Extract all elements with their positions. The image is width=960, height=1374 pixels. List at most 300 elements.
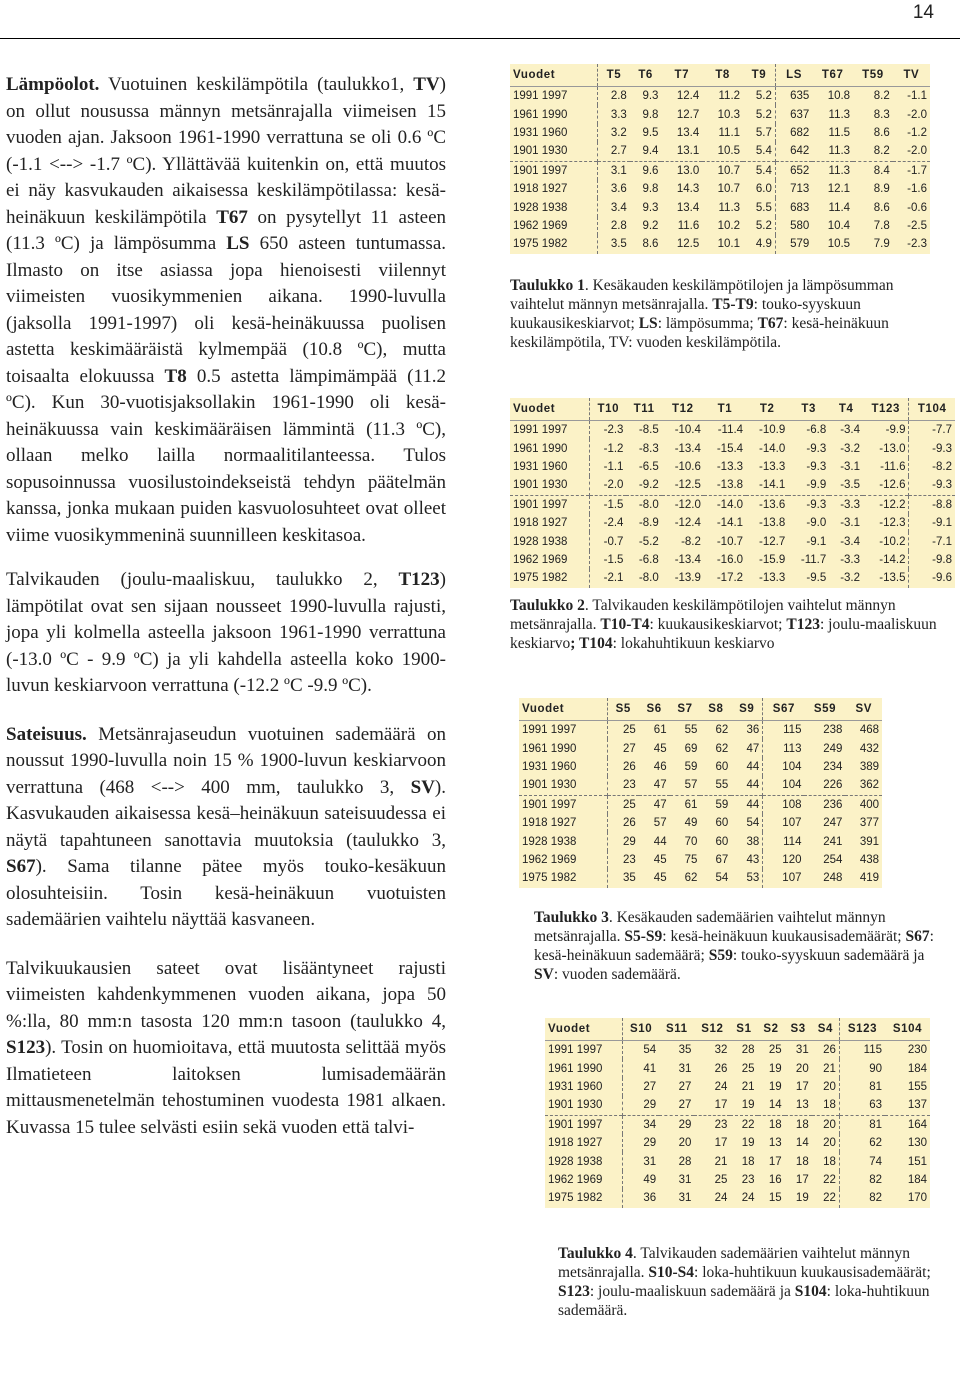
table-cell: -13.4	[674, 442, 701, 455]
table-cell: 108	[763, 795, 805, 814]
table-cell: 3.1	[598, 161, 630, 180]
table-cell: 27	[623, 1078, 660, 1096]
table-cell: 11.4	[828, 201, 851, 214]
table-cell: 9.3	[642, 201, 659, 214]
table-cell: 14.3	[676, 183, 700, 196]
table-cell: 247	[823, 817, 843, 830]
table-cell: -13.8	[759, 517, 786, 530]
table-cell: -3.5	[840, 479, 861, 492]
table-cell: 74	[839, 1152, 885, 1170]
table-cell: -14.1	[759, 479, 786, 492]
table-row	[510, 161, 930, 180]
table-cell: -10.7	[716, 535, 744, 548]
table-cell: 31	[678, 1062, 692, 1075]
table-cell: 57	[653, 817, 667, 830]
table-cell: 13.4	[676, 126, 700, 139]
table-cell: 1918 1927	[548, 1137, 603, 1150]
table-cell: -9.3	[788, 495, 829, 514]
table-cell: 18	[741, 1155, 755, 1168]
table-cell: -14.0	[704, 495, 746, 514]
table-cell: 10.2	[717, 219, 741, 232]
table-cell: -2.0	[907, 108, 927, 121]
table-cell: -10.2	[879, 535, 906, 548]
table-cell: 113	[763, 739, 805, 757]
table-cell: 24	[741, 1192, 755, 1205]
table-cell: -9.6	[909, 569, 955, 587]
table-cell: 1928 1938	[513, 201, 568, 214]
table-cell: 5.2	[755, 90, 772, 103]
table-cell: 21	[823, 1062, 836, 1075]
table-cell: -12.6	[879, 479, 906, 492]
table-cell: -10.9	[759, 424, 786, 437]
table-cell: 11.6	[677, 219, 700, 232]
table-row	[545, 1041, 930, 1060]
table-cell: 60	[715, 835, 729, 848]
table-header-cell: S12	[694, 1018, 730, 1041]
table-header-cell: T3	[788, 398, 829, 421]
table-cell: 377	[859, 817, 879, 830]
table-cell: -9.3	[806, 460, 827, 473]
table-header-cell: Vuodet	[510, 64, 598, 87]
table-cell: 114	[763, 832, 805, 850]
table-cell: 7.9	[873, 238, 890, 251]
table-cell: -8.2	[681, 535, 701, 548]
table-cell: 17	[714, 1099, 728, 1112]
table-cell: 184	[907, 1173, 927, 1186]
table-row	[519, 832, 882, 850]
table-cell: 1931 1960	[513, 126, 568, 139]
table-cell: 10.7	[717, 183, 741, 196]
table-header-cell: S67	[763, 698, 805, 721]
table-cell: 5.7	[755, 126, 772, 139]
table-cell: 25	[768, 1044, 782, 1057]
table-cell: 18	[823, 1155, 836, 1168]
table-cell: 1991 1997	[548, 1044, 603, 1057]
table-cell: 5.2	[755, 108, 772, 121]
table-cell: -11.6	[880, 460, 906, 473]
table-cell: 1931 1960	[513, 460, 568, 473]
table-cell: 31	[678, 1192, 692, 1205]
table-cell: 9.8	[642, 183, 659, 196]
table-cell: 21	[714, 1155, 728, 1168]
table-cell: -9.9	[885, 424, 906, 437]
table-cell: 184	[907, 1062, 927, 1075]
table-cell: 130	[907, 1137, 927, 1150]
table-cell: 59	[700, 795, 731, 814]
table-cell: 6.0	[755, 183, 772, 196]
table-cell: 60	[715, 760, 729, 773]
table-cell: 1901 1930	[548, 1099, 603, 1112]
table-cell: -3.2	[840, 572, 861, 585]
table-cell: 16	[768, 1173, 782, 1186]
table-cell: 10.7	[702, 161, 743, 180]
table-cell: -9.1	[909, 514, 955, 532]
table-cell: 22	[730, 1115, 757, 1134]
table-cell: -14.2	[879, 553, 906, 566]
table-cell: -16.0	[716, 553, 744, 566]
table-header-cell: S1	[730, 1018, 757, 1041]
table-cell: 652	[775, 161, 812, 180]
table-row	[510, 421, 955, 440]
table-cell: 155	[907, 1080, 927, 1093]
table-cell: 29	[623, 1096, 660, 1115]
table-cell: -13.9	[674, 572, 701, 585]
table-cell: 19	[768, 1080, 782, 1093]
table-cell: 3.2	[598, 124, 630, 142]
table-cell: -1.2	[590, 439, 627, 457]
table-header-cell: T67	[812, 64, 853, 87]
table-cell: 17	[768, 1155, 782, 1168]
table-3-summer-precipitation	[519, 698, 882, 888]
table-cell: 1901 1997	[510, 495, 590, 514]
table-cell: -9.0	[806, 517, 827, 530]
table-cell: 62	[715, 742, 729, 755]
table-cell: 28	[741, 1044, 755, 1057]
table-cell: 8.6	[873, 201, 890, 214]
table-cell: 400	[845, 795, 882, 814]
table-header-cell: T8	[702, 64, 743, 87]
table-header-cell: S2	[758, 1018, 785, 1041]
table-header-cell: T5	[598, 64, 630, 87]
table-cell: 62	[715, 724, 729, 737]
table-cell: 35	[607, 869, 639, 887]
table-cell: -1.7	[893, 161, 930, 180]
table-row	[545, 1152, 930, 1170]
table-cell: -13.5	[879, 572, 906, 585]
table-header-cell: S7	[670, 698, 701, 721]
table-cell: -8.9	[638, 517, 659, 530]
table-cell: -2.3	[907, 238, 927, 251]
table-cell: 1901 1930	[513, 145, 568, 158]
table-cell: 9.4	[642, 145, 659, 158]
table-cell: 9.6	[630, 161, 662, 180]
table-cell: 362	[859, 779, 879, 792]
table-cell: -2.0	[590, 476, 627, 495]
table-cell: 1901 1997	[510, 161, 598, 180]
table-cell: 230	[907, 1044, 927, 1057]
table-row	[545, 1096, 930, 1115]
table-cell: 20	[812, 1115, 840, 1134]
table-cell: 10.8	[827, 90, 851, 103]
table-header-cell: S123	[839, 1018, 885, 1041]
table-row	[519, 851, 882, 869]
table-cell: 1931 1960	[522, 760, 577, 773]
table-cell: 36	[623, 1189, 660, 1207]
table-cell: 137	[907, 1099, 927, 1112]
table-cell: 24	[714, 1192, 728, 1205]
table-cell: 24	[714, 1080, 728, 1093]
table-cell: 69	[684, 742, 698, 755]
table-cell: 41	[623, 1059, 660, 1077]
table-cell: 432	[859, 742, 879, 755]
table-header-row	[510, 398, 955, 421]
table-cell: 1918 1927	[522, 817, 577, 830]
table-cell: 17	[714, 1137, 728, 1150]
table-cell: 14	[795, 1137, 809, 1150]
table-cell: -13.3	[716, 460, 744, 473]
table-row	[510, 87, 930, 106]
table-cell: 236	[804, 795, 845, 814]
table-row	[510, 569, 955, 587]
table-cell: 104	[763, 758, 805, 776]
table-cell: 27	[678, 1080, 692, 1093]
table-cell: 1918 1927	[513, 183, 568, 196]
table-cell: 1991 1997	[513, 90, 568, 103]
table-cell: 11.3	[828, 145, 851, 158]
table-cell: 12.5	[676, 238, 700, 251]
table-cell: 13.0	[661, 161, 702, 180]
table-cell: 21	[741, 1080, 755, 1093]
table-row	[545, 1189, 930, 1207]
table-cell: -13.6	[746, 495, 788, 514]
table-cell: 23	[694, 1115, 730, 1134]
table-cell: -2.1	[590, 569, 627, 587]
table-cell: 635	[775, 87, 812, 106]
table-cell: 34	[623, 1115, 660, 1134]
table-cell: -0.6	[907, 201, 927, 214]
table-cell: 1975 1982	[522, 872, 577, 885]
table-header-cell: T7	[661, 64, 702, 87]
table-header-cell: TV	[893, 64, 930, 87]
table-cell: 20	[823, 1080, 836, 1093]
table-cell: 18	[823, 1099, 836, 1112]
table-cell: -2.4	[590, 514, 627, 532]
table-cell: 47	[746, 742, 760, 755]
table-cell: 45	[653, 853, 667, 866]
table-cell: -3.1	[840, 460, 861, 473]
table-cell: 115	[763, 721, 805, 740]
table-cell: 13.1	[676, 145, 700, 158]
table-cell: 20	[678, 1137, 692, 1150]
table-cell: 90	[839, 1059, 885, 1077]
table-header-cell: LS	[775, 64, 812, 87]
table-cell: 637	[775, 105, 812, 123]
table-row	[510, 105, 930, 123]
table-cell: 13	[768, 1137, 782, 1150]
table-cell: -10.4	[674, 424, 701, 437]
caption-table-3: Taulukko 3. Kesäkauden sademäärien vaihtelut männyn metsänrajalla. S5-S9: kesä-heinäkuun kuukausisademäärät; S67: kesä-heinäkuun sademäärä; S59: touko-syyskuun sademäärä ja SV: vuoden sademäärä.	[534, 909, 934, 983]
table-cell: 22	[823, 1173, 836, 1186]
paragraph-precipitation: Sateisuus. Metsänrajaseudun vuotuinen sademäärä on noussut 1990-luvulla noin 15 % 1900-luvun keskiarvoon verrattuna (468 <--> 400 mm, taulukko 3, SV). Kasvukauden aikaisessa kesä–heinäkuun sateisuudessa ei näytä tapahtuneen sanottavia muutoksia (taulukko 3, S67). Sama tilanne pätee myös touko-kesäkuun olosuhteisiin. Tosin kesä-heinäkuun vuotuisten sademäärien vaihtelu näyttää kasvaneen.	[6, 723, 446, 930]
table-cell: -9.3	[909, 476, 955, 495]
table-cell: -9.9	[806, 479, 827, 492]
table-cell: 8.2	[873, 145, 890, 158]
table-cell: 32	[714, 1044, 728, 1057]
table-cell: -1.6	[907, 183, 927, 196]
table-cell: 238	[823, 724, 843, 737]
table-cell: -0.7	[590, 532, 627, 550]
table-cell: 45	[653, 742, 667, 755]
table-cell: 120	[763, 851, 805, 869]
table-cell: 5.2	[755, 219, 772, 232]
table-row	[519, 869, 882, 887]
table-cell: 14	[768, 1099, 782, 1112]
table-header-row	[510, 64, 930, 87]
table-cell: 1961 1990	[513, 442, 568, 455]
table-cell: 82	[839, 1171, 885, 1189]
table-cell: 13.4	[676, 201, 700, 214]
table-cell: 107	[763, 814, 805, 832]
table-cell: 29	[659, 1115, 694, 1134]
table-header-cell: S11	[659, 1018, 694, 1041]
table-cell: -12.7	[759, 535, 786, 548]
table-header-cell: S3	[785, 1018, 812, 1041]
table-row	[510, 532, 955, 550]
table-cell: 11.5	[828, 126, 851, 139]
table-cell: 27	[607, 739, 639, 757]
table-row	[510, 439, 955, 457]
table-cell: -1.1	[590, 458, 627, 476]
table-cell: 70	[684, 835, 698, 848]
table-cell: 1901 1997	[545, 1115, 623, 1134]
table-header-cell: T59	[853, 64, 893, 87]
table-cell: 62	[839, 1134, 885, 1152]
table-cell: 2.8	[598, 217, 630, 235]
table-cell: -12.0	[662, 495, 704, 514]
table-header-cell: T10	[590, 398, 627, 421]
table-cell: 75	[684, 853, 698, 866]
table-cell: -12.5	[674, 479, 701, 492]
table-cell: 26	[607, 758, 639, 776]
table-cell: 1928 1938	[522, 835, 577, 848]
table-cell: 44	[746, 779, 760, 792]
table-cell: 1931 1960	[548, 1080, 603, 1093]
table-cell: 12.4	[676, 90, 700, 103]
table-row	[510, 124, 930, 142]
table-header-cell: T2	[746, 398, 788, 421]
table-row	[510, 551, 955, 569]
table-cell: -11.4	[717, 424, 744, 437]
table-header-cell: T6	[630, 64, 662, 87]
table-cell: 10.4	[827, 219, 851, 232]
table-cell: 10.5	[717, 145, 741, 158]
table-cell: -11.7	[800, 553, 827, 566]
caption-table-4: Taulukko 4. Talvikauden sademäärien vaihtelut männyn metsänrajalla. S10-S4: loka-huhtikuun kuukausisademäärät; S123: joulu-maaliskuun sademäärä ja S104: loka-huhtikuun sademäärä.	[558, 1245, 931, 1319]
table-cell: 1928 1938	[513, 535, 568, 548]
table-cell: 19	[741, 1099, 755, 1112]
paragraph-temperature: Lämpöolot. Vuotuinen keskilämpötila (taulukko1, TV) on ollut nousussa männyn metsänrajalla viimeisen 15 vuoden ajan. Jaksoon 1961-1990 verrattuna se oli 0.6 ºC (-1.1 <--> -1.7 ºC). Yllättävää kuitenkin on, että muutos ei näy kasvukauden aikaisessa keskilämpötilassa: kesä-heinäkuun keskilämpötila T67 on pysytellyt 11 asteen (11.3 ºC) ja lämpösumma LS 650 asteen tuntumassa. Ilmasto on itse asiassa jopa hienoisesti viilennyt viimeisten vuosikymmenien aikana. 1990-luvulla (jaksolla 1991-1997) oli kesä-heinäkuussa puolisen astetta keskimääräistä kylmempää (10.8 ºC), mutta toisaalta elokuussa T8 0.5 astetta lämpimämpää (11.2 ºC). Kun 30-vuotisjaksollakin 1961-1990 oli kesä-heinäkuussa vain keskimääräisen lämmintä (11.3 ºC), ollaan melko lailla normaalitilanteessa. Tulos sopusoinnussa vuosilustoindekseistä tehdyn päätelmän kanssa, jonka mukaan puiden kasvuolosuhteet ovat olleet viime vuosikymmeninä suunnilleen keskitasoa.	[6, 74, 447, 546]
table-cell: 44	[653, 835, 667, 848]
table-cell: 419	[859, 872, 879, 885]
table-cell: 683	[775, 198, 812, 216]
table-header-cell: S6	[639, 698, 670, 721]
table-row	[510, 198, 930, 216]
table-cell: 61	[653, 724, 667, 737]
table-4-winter-precipitation	[545, 1018, 930, 1208]
table-cell: 3.5	[598, 235, 630, 253]
table-cell: -3.3	[840, 553, 861, 566]
body-text-column	[6, 72, 446, 1141]
table-row	[545, 1171, 930, 1189]
table-header-cell: S10	[623, 1018, 660, 1041]
table-cell: 1975 1982	[548, 1192, 603, 1205]
table-cell: 1991 1997	[522, 724, 577, 737]
table-cell: -3.2	[840, 442, 861, 455]
table-row	[519, 795, 882, 814]
table-cell: 1961 1990	[513, 108, 568, 121]
table-cell: 19	[795, 1192, 809, 1205]
table-header-cell: S5	[607, 698, 639, 721]
table-cell: 1961 1990	[548, 1062, 603, 1075]
table-cell: 226	[823, 779, 843, 792]
table-cell: 579	[775, 235, 812, 253]
table-cell: 5.4	[743, 161, 775, 180]
table-header-cell: T1	[704, 398, 746, 421]
table-cell: -1.1	[907, 90, 927, 103]
table-cell: 44	[746, 760, 760, 773]
table-cell: 26	[607, 814, 639, 832]
table-cell: 45	[653, 872, 667, 885]
table-cell: 254	[823, 853, 843, 866]
table-cell: 55	[684, 724, 698, 737]
table-cell: 9.8	[642, 108, 659, 121]
table-cell: 2.7	[598, 142, 630, 161]
table-cell: 468	[859, 724, 879, 737]
table-cell: -14.0	[759, 442, 786, 455]
table-cell: 10.1	[717, 238, 741, 251]
table-cell: 1962 1969	[513, 219, 568, 232]
table-cell: 47	[639, 795, 670, 814]
table-cell: 57	[684, 779, 698, 792]
table-cell: -5.2	[638, 535, 659, 548]
table-cell: 59	[684, 760, 698, 773]
table-cell: -9.8	[909, 551, 955, 569]
table-cell: 241	[823, 835, 843, 848]
table-cell: 82	[839, 1189, 885, 1207]
table-row	[545, 1078, 930, 1096]
table-cell: -13.3	[759, 572, 786, 585]
table-cell: -13.8	[716, 479, 744, 492]
table-cell: -12.3	[879, 517, 906, 530]
table-cell: -3.4	[840, 535, 861, 548]
table-cell: 26	[714, 1062, 728, 1075]
table-header-cell: Vuodet	[545, 1018, 623, 1041]
table-cell: -8.0	[626, 495, 661, 514]
table-cell: 13	[795, 1099, 809, 1112]
table-row	[510, 476, 955, 495]
table-cell: 1928 1938	[548, 1155, 603, 1168]
table-row	[510, 180, 930, 198]
table-cell: 29	[623, 1134, 660, 1152]
table-header-cell: S9	[731, 698, 763, 721]
table-cell: 8.4	[853, 161, 893, 180]
table-header-cell: T9	[743, 64, 775, 87]
table-cell: -10.6	[674, 460, 701, 473]
caption-table-1: Taulukko 1. Kesäkauden keskilämpötilojen ja lämpösumman vaihtelut männyn metsänrajalla. T5-T9: touko-syyskuun kuukausikeskiarvot; LS: lämpösumma; T67: kesä-heinäkuun keskilämpötila, TV: vuoden keskilämpötila.	[510, 277, 894, 351]
table-cell: 49	[684, 817, 698, 830]
table-cell: 115	[839, 1041, 885, 1060]
table-cell: -1.5	[590, 495, 627, 514]
table-cell: 46	[653, 760, 667, 773]
table-cell: 12.1	[827, 183, 851, 196]
table-row	[510, 217, 930, 235]
table-cell: 3.4	[598, 198, 630, 216]
table-cell: 54	[623, 1041, 660, 1060]
table-cell: 23	[607, 776, 639, 795]
table-cell: -6.5	[638, 460, 659, 473]
table-cell: 18	[795, 1155, 809, 1168]
table-cell: -8.3	[638, 442, 659, 455]
table-cell: -9.2	[638, 479, 659, 492]
table-cell: 107	[763, 869, 805, 887]
table-cell: -8.0	[638, 572, 659, 585]
table-cell: 248	[823, 872, 843, 885]
table-row	[510, 495, 955, 514]
table-header-cell: S104	[885, 1018, 930, 1041]
table-cell: 31	[795, 1044, 809, 1057]
table-cell: 1962 1969	[513, 553, 568, 566]
table-cell: -17.2	[716, 572, 744, 585]
